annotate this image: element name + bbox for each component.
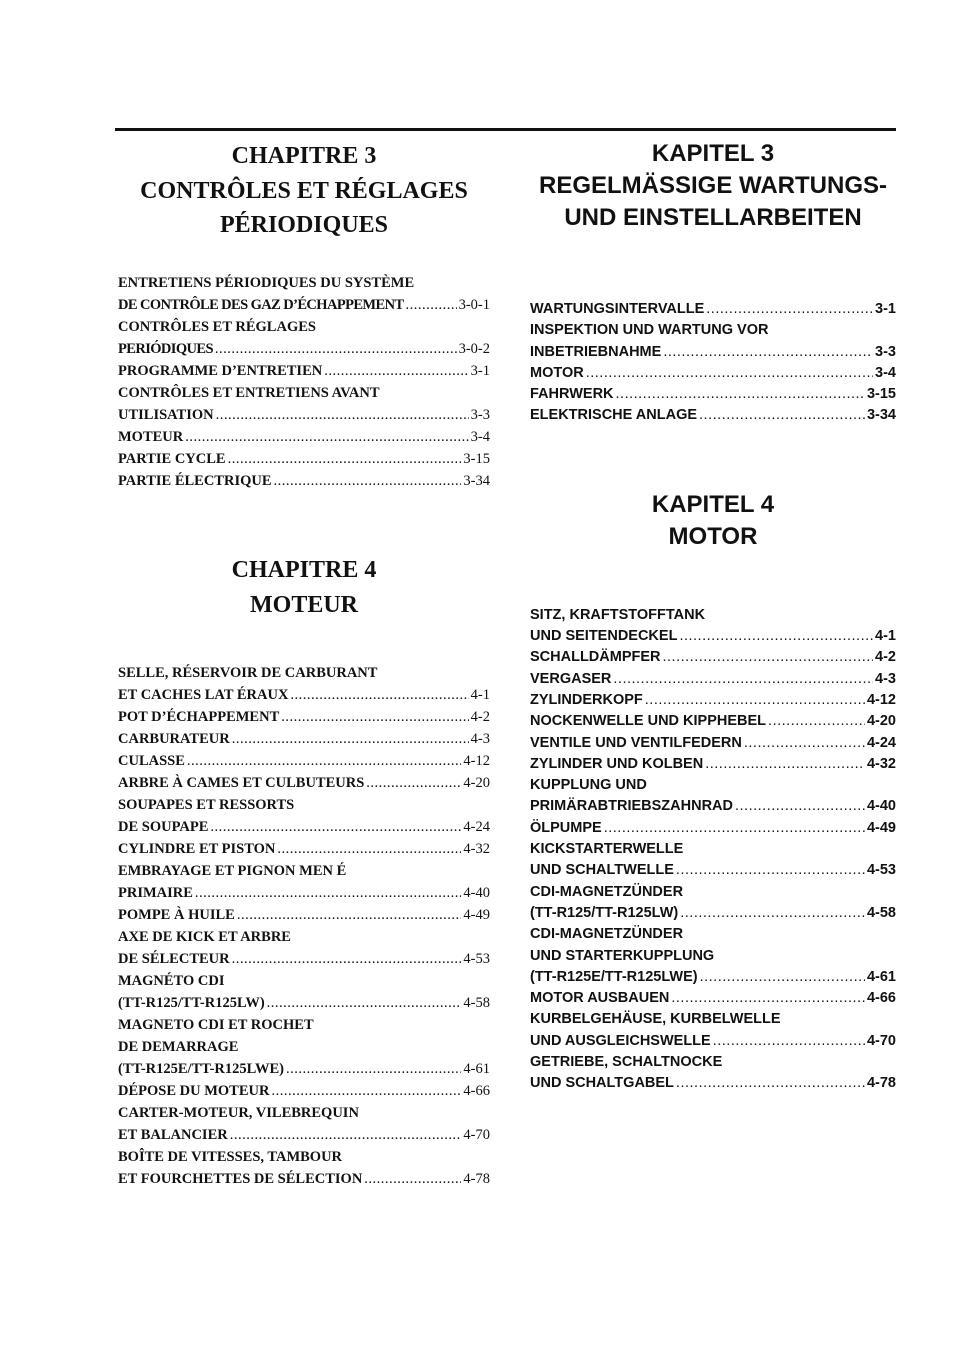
toc-entry-title: ELEKTRISCHE ANLAGE [530,407,698,424]
toc-entry-page: 3-15 [866,386,896,403]
toc-entry[interactable] [530,405,896,426]
toc-entry[interactable] [530,384,896,405]
dot-leader [267,992,462,1014]
chapter-title: MOTEUR [250,592,358,618]
toc-entry-title: CYLINDRE ET PISTON [118,841,276,857]
toc-entry-page: 4-20 [866,713,896,730]
toc-entry-title: ET CACHES LAT ÉRAUX [118,687,289,703]
toc-entry-title: ARBRE À CAMES ET CULBUTEURS [118,775,365,791]
toc-entry-leader-line [118,448,490,470]
dot-leader [679,626,873,647]
dot-leader [228,448,462,470]
toc-entry-title: POT D’ÉCHAPPEMENT [118,709,280,725]
toc-list [530,299,896,427]
toc-entry[interactable] [530,924,896,988]
toc-entry[interactable] [118,1014,490,1080]
toc-entry-title: PARTIE CYCLE [118,451,226,467]
toc-entry-title-line: SELLE, RÉSERVOIR DE CARBURANT [118,665,378,681]
toc-entry[interactable] [530,690,896,711]
toc-entry-page: 4-58 [866,904,896,921]
chapter-title: MOTOR [668,522,758,550]
toc-entry-page: 3-0-2 [458,341,490,357]
toc-entry[interactable] [530,1052,896,1095]
toc-entry-leader-line [118,470,490,492]
toc-entry-title: UND AUSGLEICHSWELLE [530,1032,711,1049]
toc-entry-leader-line [118,1080,490,1102]
toc-entry-page: 4-61 [866,968,896,985]
toc-entry-title: PARTIE ÉLECTRIQUE [118,473,272,489]
toc-entry-page: 4-78 [866,1075,896,1092]
toc-entry-leader-line [118,992,490,1014]
toc-entry-leader-line [118,1124,490,1146]
chapter-4-heading-de [530,489,896,557]
toc-entry[interactable] [118,1146,490,1190]
toc-entry-leader-line [530,299,896,320]
dot-leader [210,816,461,838]
toc-entry-title-line: DE DEMARRAGE [118,1039,239,1055]
dot-leader [663,342,873,363]
toc-entry-leader-line [530,384,896,405]
toc-entry-leader-line [530,733,896,754]
toc-entry-leader-line [118,404,490,426]
toc-entry[interactable] [118,970,490,1014]
toc-entry-title: MOTOR AUSBAUEN [530,990,670,1007]
toc-entry-leader-line [530,711,896,732]
toc-entry-leader-line [530,363,896,384]
toc-entry-leader-line [118,338,490,360]
toc-entry-leader-line [530,647,896,668]
toc-entry[interactable] [118,272,490,316]
toc-entry-page: 4-20 [463,775,490,791]
toc-entry-title: NOCKENWELLE UND KIPPHEBEL [530,713,767,730]
toc-entry[interactable] [530,669,896,690]
dot-leader [645,690,865,711]
chapter-number: CHAPITRE 4 [231,557,377,583]
toc-entry-page: 3-3 [470,407,490,423]
toc-entry-page: 4-66 [866,990,896,1007]
dot-leader [744,733,865,754]
toc-entry[interactable] [530,320,896,363]
toc-entry-page: 4-40 [463,885,490,901]
dot-leader [237,904,462,926]
toc-entry-leader-line [118,948,490,970]
dot-leader [232,728,469,750]
dot-leader [277,838,461,860]
toc-entry-leader-line [530,342,896,363]
toc-entry-leader-line [118,882,490,904]
toc-entry-title: FAHRWERK [530,386,614,403]
toc-entry-leader-line [530,818,896,839]
toc-entry-title: CARBURATEUR [118,731,230,747]
toc-entry-leader-line [530,988,896,1009]
toc-entry[interactable] [118,860,490,904]
dot-leader [232,948,462,970]
toc-entry-leader-line [118,904,490,926]
chapter-title: REGELMÄSSIGE WARTUNGS- UND EINSTELLARBEITEN [538,172,887,231]
dot-leader [274,470,462,492]
toc-entry-page: 4-2 [875,649,896,666]
toc-entry[interactable] [530,299,896,320]
toc-entry[interactable] [118,706,490,728]
toc-entry-page: 4-70 [866,1032,896,1049]
toc-entry-title: WARTUNGSINTERVALLE [530,301,705,317]
dot-leader [366,772,461,794]
toc-entry[interactable] [118,382,490,426]
toc-entry-title: PRIMAIRE [118,885,193,901]
dot-leader [680,903,865,924]
toc-entry-page: 4-1 [875,628,896,645]
dot-leader [663,647,874,668]
toc-entry[interactable] [530,754,896,775]
toc-entry-leader-line [530,405,896,426]
toc-entry-leader-line [530,967,896,988]
toc-entry-page: 3-0-1 [458,297,490,313]
toc-entry[interactable] [118,728,490,750]
toc-entry-title-line: KUPPLUNG UND [530,777,647,794]
dot-leader [364,1168,461,1190]
toc-entry[interactable] [118,426,490,448]
dot-leader [271,1080,461,1102]
dot-leader [700,967,865,988]
toc-entry[interactable] [118,360,490,382]
toc-entry-title: PERIÓDIQUES [118,341,213,357]
dot-leader [705,754,865,775]
toc-entry-title: UTILISATION [118,407,214,423]
toc-entry-page: 3-15 [463,451,490,467]
dot-leader [586,363,873,384]
toc-entry[interactable] [118,1080,490,1102]
dot-leader [215,338,457,360]
column-german [530,138,896,1095]
chapter-3-heading-fr [118,138,490,260]
dot-leader [706,299,873,320]
toc-entry[interactable] [530,1009,896,1052]
toc-entry[interactable] [118,1102,490,1146]
toc-entry[interactable] [530,363,896,384]
toc-entry-page: 3-34 [866,407,896,424]
toc-entry-title: INBETRIEBNAHME [530,343,662,360]
toc-entry[interactable] [530,988,896,1009]
toc-entry-title: CULASSE [118,753,185,769]
toc-entry-leader-line [530,626,896,647]
toc-list [530,605,896,1095]
toc-entry[interactable] [530,775,896,818]
dot-leader [230,1124,462,1146]
toc-entry[interactable] [530,605,896,648]
toc-entry-leader-line [118,684,490,706]
chapter-number: KAPITEL 3 [651,140,775,167]
toc-entry-title: PRIMÄRABTRIEBSZAHNRAD [530,798,733,815]
dot-leader [671,988,865,1009]
toc-entry-title: DE CONTRÔLE DES GAZ D’ÉCHAPPEMENT [118,297,404,313]
toc-entry-leader-line [118,728,490,750]
toc-entry-title: MOTOR [530,364,584,381]
toc-entry-title: UND SCHALTWELLE [530,862,674,879]
toc-entry[interactable] [530,733,896,754]
toc-entry[interactable] [530,647,896,668]
toc-entry-page: 3-4 [875,364,896,381]
dot-leader [187,750,462,772]
dot-leader [613,669,873,690]
toc-entry[interactable] [118,448,490,470]
toc-entry-page: 4-61 [463,1061,490,1077]
toc-entry-title: ÖLPUMPE [530,819,602,836]
chapter-title: CONTRÔLES ET RÉGLAGES PÉRIODIQUES [140,178,468,238]
toc-entry[interactable] [118,470,490,492]
toc-entry-page: 4-32 [866,755,896,772]
toc-entry-page: 3-1 [470,363,490,379]
toc-entry[interactable] [530,818,896,839]
toc-entry-page: 4-49 [463,907,490,923]
toc-entry-leader-line [530,1073,896,1094]
toc-entry-leader-line [530,796,896,817]
toc-entry-title: (TT-R125E/TT-R125LWE) [118,1061,284,1077]
toc-entry-title: VENTILE UND VENTILFEDERN [530,734,742,751]
toc-entry-leader-line [530,903,896,924]
toc-entry-page: 4-66 [463,1083,490,1099]
toc-entry[interactable] [118,662,490,706]
toc-entry-title-line: CONTRÔLES ET RÉGLAGES [118,319,316,335]
toc-entry-title-line: EMBRAYAGE ET PIGNON MEN É [118,863,347,879]
toc-entry[interactable] [118,794,490,838]
toc-entry-leader-line [118,816,490,838]
toc-entry-title-line: UND STARTERKUPPLUNG [530,947,715,964]
toc-entry-title-line: CDI-MAGNETZÜNDER [530,883,684,900]
toc-entry-page: 3-4 [470,429,490,445]
toc-entry[interactable] [118,926,490,970]
toc-entry-page: 4-70 [463,1127,490,1143]
toc-entry-page: 4-3 [470,731,490,747]
toc-entry-page: 4-49 [866,819,896,836]
dot-leader [604,818,865,839]
toc-entry[interactable] [530,882,896,925]
chapter-4-heading-fr [118,552,490,642]
toc-entry-leader-line [530,1031,896,1052]
toc-entry-leader-line [118,706,490,728]
dot-leader [676,1073,865,1094]
dot-leader [713,1031,865,1052]
toc-entry-page: 4-12 [866,691,896,708]
toc-entry-leader-line [530,754,896,775]
dot-leader [406,294,457,316]
toc-entry[interactable] [118,838,490,860]
toc-entry-title: ZYLINDERKOPF [530,691,643,708]
toc-entry[interactable] [118,750,490,772]
dot-leader [195,882,461,904]
toc-entry-leader-line [530,669,896,690]
toc-entry-title: (TT-R125/TT-R125LW) [118,995,265,1011]
toc-entry-title-line: MAGNÉTO CDI [118,973,225,989]
toc-entry[interactable] [118,772,490,794]
toc-entry-leader-line [530,860,896,881]
toc-entry-title: MOTEUR [118,429,184,445]
toc-entry-title-line: AXE DE KICK ET ARBRE [118,929,291,945]
toc-entry-page: 4-1 [470,687,490,703]
toc-entry-title: POMPE À HUILE [118,907,235,923]
toc-entry-title: SCHALLDÄMPFER [530,649,661,666]
toc-entry-page: 4-53 [866,862,896,879]
toc-entry-leader-line [118,360,490,382]
dot-leader [281,706,468,728]
toc-entry-title: ZYLINDER UND KOLBEN [530,755,704,772]
dot-leader [216,404,469,426]
toc-entry-title: (TT-R125E/TT-R125LWE) [530,968,698,985]
toc-entry-title: ET FOURCHETTES DE SÉLECTION [118,1171,363,1187]
toc-entry-leader-line [118,772,490,794]
toc-entry-title-line: CARTER-MOTEUR, VILEBREQUIN [118,1105,359,1121]
toc-entry-title-line: ENTRETIENS PÉRIODIQUES DU SYSTÈME [118,275,415,291]
dot-leader [324,360,468,382]
toc-entry-title: VERGASER [530,670,612,687]
toc-entry-title-line: INSPEKTION UND WARTUNG VOR [530,322,769,339]
toc-entry-page: 4-24 [463,819,490,835]
toc-entry-title-line: BOÎTE DE VITESSES, TAMBOUR [118,1149,343,1165]
dot-leader [768,711,865,732]
toc-entry[interactable] [530,839,896,882]
toc-entry-title-line: CDI-MAGNETZÜNDER [530,926,684,943]
dot-leader [735,796,865,817]
toc-entry-title-line: KURBELGEHÄUSE, KURBELWELLE [530,1011,781,1028]
chapter-number: KAPITEL 4 [651,490,775,518]
toc-entry-leader-line [118,1168,490,1190]
dot-leader [699,405,865,426]
toc-entry-leader-line [118,750,490,772]
toc-list [118,662,490,1190]
toc-list [118,272,490,492]
toc-entry-page: 4-53 [463,951,490,967]
toc-entry-title: (TT-R125/TT-R125LW) [530,904,679,921]
toc-entry-page: 4-78 [463,1171,490,1187]
toc-entry-title-line: SITZ, KRAFTSTOFFTANK [530,606,706,623]
toc-entry-title-line: GETRIEBE, SCHALTNOCKE [530,1054,723,1071]
toc-entry-page: 4-40 [866,798,896,815]
dot-leader [286,1058,461,1080]
toc-entry-title: PROGRAMME D’ENTRETIEN [118,363,323,379]
chapter-number: CHAPITRE 3 [231,143,377,169]
toc-entry-title: UND SEITENDECKEL [530,628,678,645]
toc-entry-page: 4-12 [463,753,490,769]
toc-entry-title: DE SÉLECTEUR [118,951,230,967]
dot-leader [290,684,468,706]
toc-entry-page: 3-1 [875,301,896,317]
top-rule [115,128,896,131]
toc-entry-title: ET BALANCIER [118,1127,228,1143]
toc-entry-page: 4-32 [463,841,490,857]
toc-entry[interactable] [118,316,490,360]
toc-entry-title: DÉPOSE DU MOTEUR [118,1083,270,1099]
toc-entry-page: 4-24 [866,734,896,751]
dot-leader [185,426,468,448]
toc-entry-title-line: SOUPAPES ET RESSORTS [118,797,295,813]
toc-entry-page: 3-34 [463,473,490,489]
toc-entry-title-line: KICKSTARTERWELLE [530,841,684,858]
toc-entry-title-line: MAGNETO CDI ET ROCHET [118,1017,314,1033]
toc-entry-leader-line [118,426,490,448]
dot-leader [616,384,865,405]
toc-entry-title-line: CONTRÔLES ET ENTRETIENS AVANT [118,385,380,401]
toc-entry-page: 3-3 [875,343,896,360]
toc-entry-title: DE SOUPAPE [118,819,209,835]
toc-entry-leader-line [530,690,896,711]
toc-entry-leader-line [118,1058,490,1080]
column-french [118,138,490,1190]
dot-leader [676,860,865,881]
toc-entry-page: 4-3 [875,670,896,687]
toc-entry[interactable] [530,711,896,732]
toc-entry[interactable] [118,904,490,926]
toc-entry-title: UND SCHALTGABEL [530,1075,674,1092]
toc-entry-leader-line [118,838,490,860]
toc-entry-leader-line [118,294,490,316]
toc-entry-page: 4-2 [470,709,490,725]
toc-entry-page: 4-58 [463,995,490,1011]
chapter-3-heading-de [530,138,896,266]
